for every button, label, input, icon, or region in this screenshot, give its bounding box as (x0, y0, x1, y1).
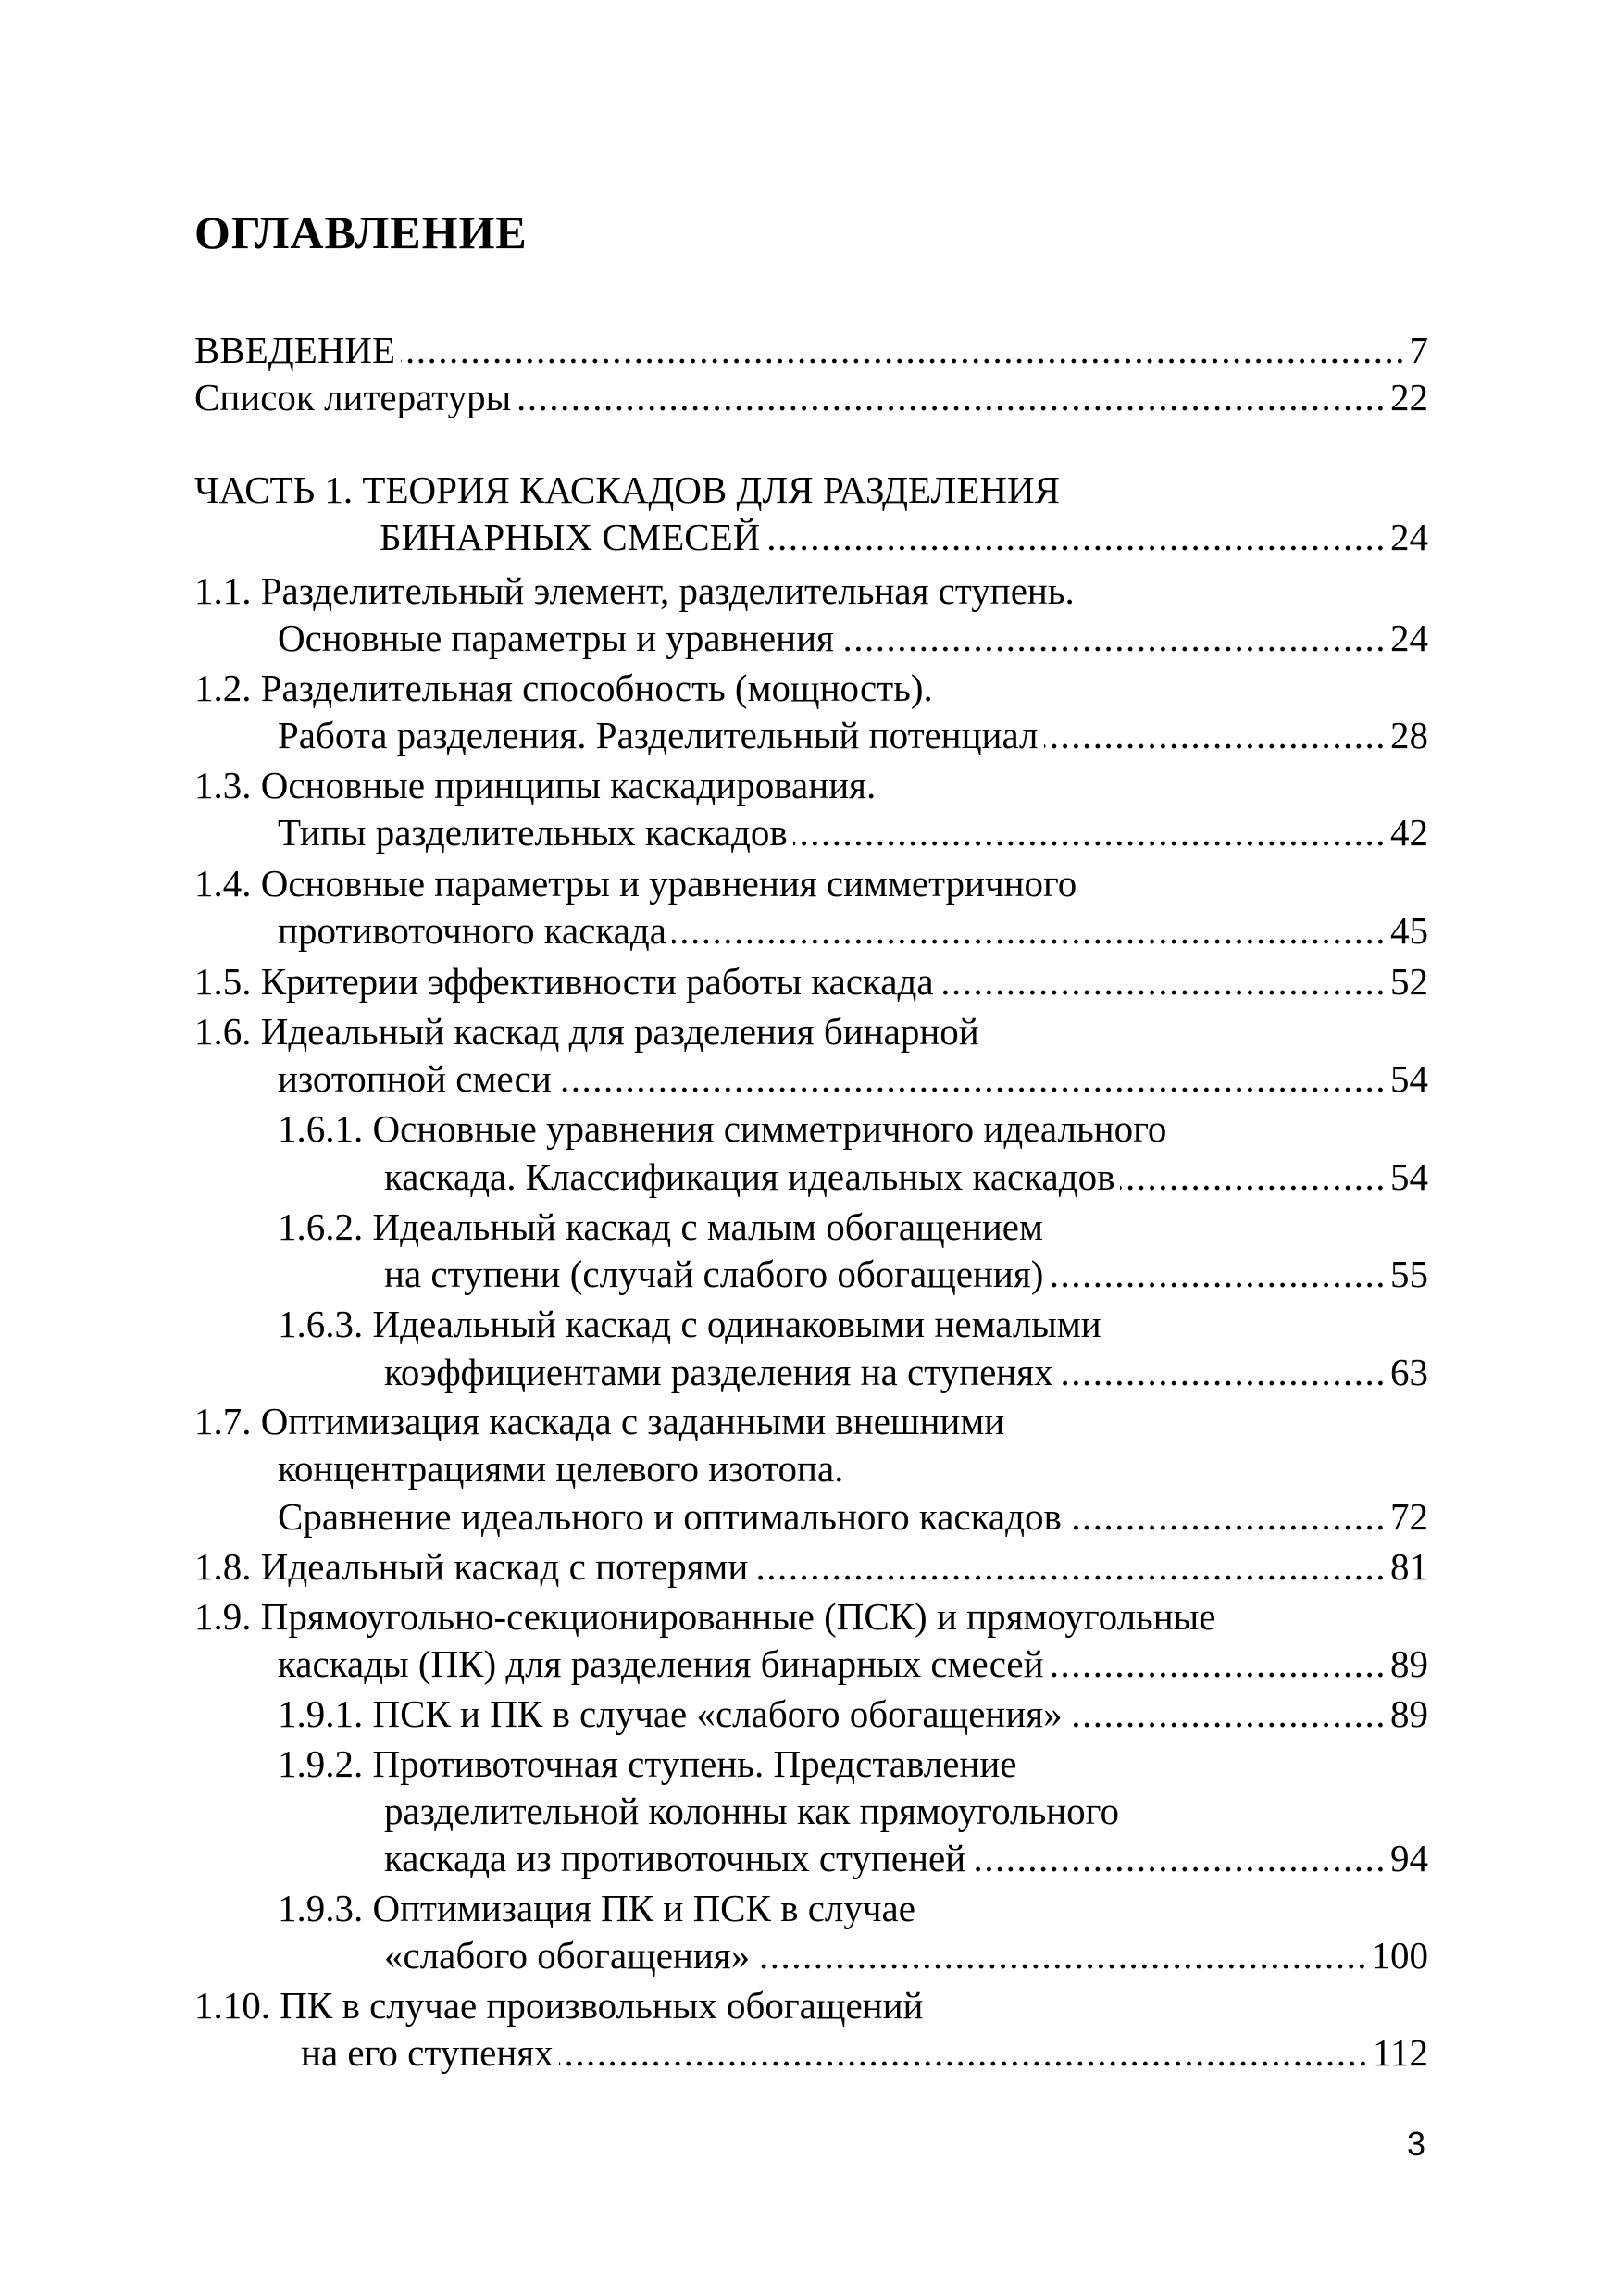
toc-entry-title: 1.1. Разделительный элемент, разделительная ступень. (194, 569, 1075, 612)
toc-page-number: 54 (1388, 1153, 1428, 1201)
toc-page-number: 24 (1388, 614, 1428, 662)
toc-entry-title: 1.6.1. Основные уравнения симметричного идеального (278, 1107, 1167, 1150)
toc-entry-title: 1.5. Критерии эффективности работы каскада (194, 960, 934, 1003)
toc-entry-title: 1.9.2. Противоточная ступень. Представление (278, 1742, 1017, 1785)
toc-entry (0, 1690, 1618, 1738)
toc-entry (0, 664, 1618, 712)
toc-entry (0, 1300, 1618, 1348)
toc-entry (0, 1397, 1618, 1445)
toc-dot-leader (1067, 1492, 1387, 1541)
toc-page-number: 72 (1388, 1492, 1428, 1541)
toc-entry (0, 1787, 1618, 1835)
toc-page-number: 52 (1388, 957, 1428, 1005)
toc-entry-title: 1.9.1. ПСК и ПК в случае «слабого обогащения» (278, 1692, 1063, 1735)
toc-dot-leader (765, 513, 1387, 561)
toc-entry (0, 1931, 1618, 1979)
toc-dot-leader (672, 906, 1387, 955)
toc-entry-title: каскада из противоточных ступеней (384, 1837, 966, 1879)
toc-entry (0, 1250, 1618, 1298)
toc-dot-leader (559, 2028, 1369, 2077)
toc-entry (0, 1592, 1618, 1641)
toc-page-number: 55 (1388, 1250, 1428, 1298)
toc-entry (0, 1444, 1618, 1492)
toc-entry-title: ВВЕДЕНИЕ (194, 329, 396, 371)
toc-dot-leader (401, 326, 1406, 374)
toc-dot-leader (940, 957, 1387, 1005)
toc-page-number: 42 (1388, 808, 1428, 856)
toc-entry-title: 1.7. Оптимизация каскада с заданными внешними (194, 1400, 1005, 1442)
toc-page-number: 63 (1388, 1348, 1428, 1396)
toc-entry (0, 1542, 1618, 1591)
toc-entry (0, 1007, 1618, 1055)
toc-entry (0, 808, 1618, 856)
toc-page-number: 24 (1388, 513, 1428, 561)
toc-entry-title: «слабого обогащения» (384, 1934, 751, 1977)
toc-entry-title: Основные параметры и уравнения (278, 617, 834, 659)
toc-dot-leader (517, 373, 1387, 421)
toc-dot-leader (557, 1054, 1387, 1103)
toc-entry (0, 1740, 1618, 1788)
toc-entry-title: 1.4. Основные параметры и уравнения симметричного (194, 862, 1077, 905)
toc-entry-title: концентрациями целевого изотопа. (278, 1447, 844, 1490)
toc-dot-leader (840, 614, 1387, 662)
toc-entry-title: каскада. Классификация идеальных каскадов (384, 1155, 1115, 1198)
toc-entry-title: 1.6.3. Идеальный каскад с одинаковыми немалыми (278, 1303, 1101, 1345)
toc-entry (0, 466, 1618, 514)
toc-entry-title: 1.3. Основные принципы каскадирования. (194, 764, 877, 806)
toc-dot-leader (793, 808, 1387, 856)
toc-entry-title: противоточного каскада (278, 909, 666, 952)
toc-entry-title: Типы разделительных каскадов (278, 811, 788, 854)
toc-entry (0, 614, 1618, 662)
toc-entry-title: БИНАРНЫХ СМЕСЕЙ (380, 516, 761, 558)
toc-entry-title: Список литературы (194, 376, 512, 418)
toc-entry (0, 906, 1618, 955)
toc-page-number: 100 (1370, 1931, 1429, 1979)
toc-dot-leader (1068, 1690, 1387, 1738)
toc-page-number: 94 (1388, 1834, 1428, 1882)
toc-page-number: 22 (1388, 373, 1428, 421)
toc-entry (0, 1203, 1618, 1251)
toc-dot-leader (1050, 1640, 1387, 1688)
toc-dot-leader (971, 1834, 1387, 1882)
toc-entry-title: коэффициентами разделения на ступенях (384, 1351, 1053, 1393)
toc-entry (0, 957, 1618, 1005)
toc-page-number: 28 (1388, 711, 1428, 759)
toc-entry (0, 1492, 1618, 1541)
toc-page-number: 7 (1408, 326, 1429, 374)
toc-entry (0, 1640, 1618, 1688)
toc-entry (0, 1981, 1618, 2029)
toc-page-number: 112 (1371, 2028, 1428, 2077)
toc-entry (0, 326, 1618, 374)
toc-entry-title: ЧАСТЬ 1. ТЕОРИЯ КАСКАДОВ ДЛЯ РАЗДЕЛЕНИЯ (194, 468, 1060, 511)
toc-entry (0, 373, 1618, 421)
toc-entry (0, 711, 1618, 759)
page-number: 3 (1407, 2125, 1426, 2163)
toc-entry-title: Сравнение идеального и оптимального каскадов (278, 1495, 1062, 1538)
toc-entry (0, 1348, 1618, 1396)
toc-entry (0, 1153, 1618, 1201)
toc-dot-leader (1120, 1153, 1387, 1201)
toc-entry-title: 1.6.2. Идеальный каскад с малым обогащением (278, 1205, 1043, 1248)
toc-dot-leader (1044, 711, 1387, 759)
toc-entry (0, 1054, 1618, 1103)
toc-entry-title: на ступени (случай слабого обогащения) (384, 1253, 1044, 1295)
toc-entry (0, 859, 1618, 907)
toc-entry-title: изотопной смеси (278, 1057, 552, 1100)
toc-entry-title: 1.9. Прямоугольно-секционированные (ПСК) и прямоугольные (194, 1595, 1216, 1638)
toc-page-number: 81 (1388, 1542, 1428, 1591)
toc-dot-leader (755, 1931, 1368, 1979)
toc-entry-title: 1.6. Идеальный каскад для разделения бинарной (194, 1010, 979, 1053)
toc-entry-title: 1.9.3. Оптимизация ПК и ПСК в случае (278, 1887, 915, 1929)
toc-entry (0, 513, 1618, 561)
toc-entry-title: Работа разделения. Разделительный потенциал (278, 714, 1039, 756)
toc-entry-title: 1.2. Разделительная способность (мощность). (194, 667, 933, 709)
toc-entry (0, 1884, 1618, 1932)
toc-entry (0, 1834, 1618, 1882)
toc-page-number: 54 (1388, 1054, 1428, 1103)
toc-entry (0, 1104, 1618, 1153)
toc-entry-title: 1.10. ПК в случае произвольных обогащений (194, 1984, 924, 2027)
toc-page-number: 89 (1388, 1640, 1428, 1688)
toc-entry-title: 1.8. Идеальный каскад с потерями (194, 1545, 749, 1588)
toc-dot-leader (1049, 1250, 1387, 1298)
page-title: ОГЛАВЛЕНИЕ (194, 206, 528, 258)
toc-dot-leader (1059, 1348, 1387, 1396)
toc-dot-leader (753, 1542, 1387, 1591)
toc-entry-title: разделительной колонны как прямоугольного (384, 1790, 1119, 1832)
toc-entry (0, 567, 1618, 615)
toc-entry-title: на его ступенях (301, 2031, 554, 2074)
toc-entry-title: каскады (ПК) для разделения бинарных смесей (278, 1642, 1044, 1685)
toc-page-number: 89 (1388, 1690, 1428, 1738)
toc-entry (0, 2028, 1618, 2077)
toc-entry (0, 761, 1618, 809)
toc-page-number: 45 (1388, 906, 1428, 955)
